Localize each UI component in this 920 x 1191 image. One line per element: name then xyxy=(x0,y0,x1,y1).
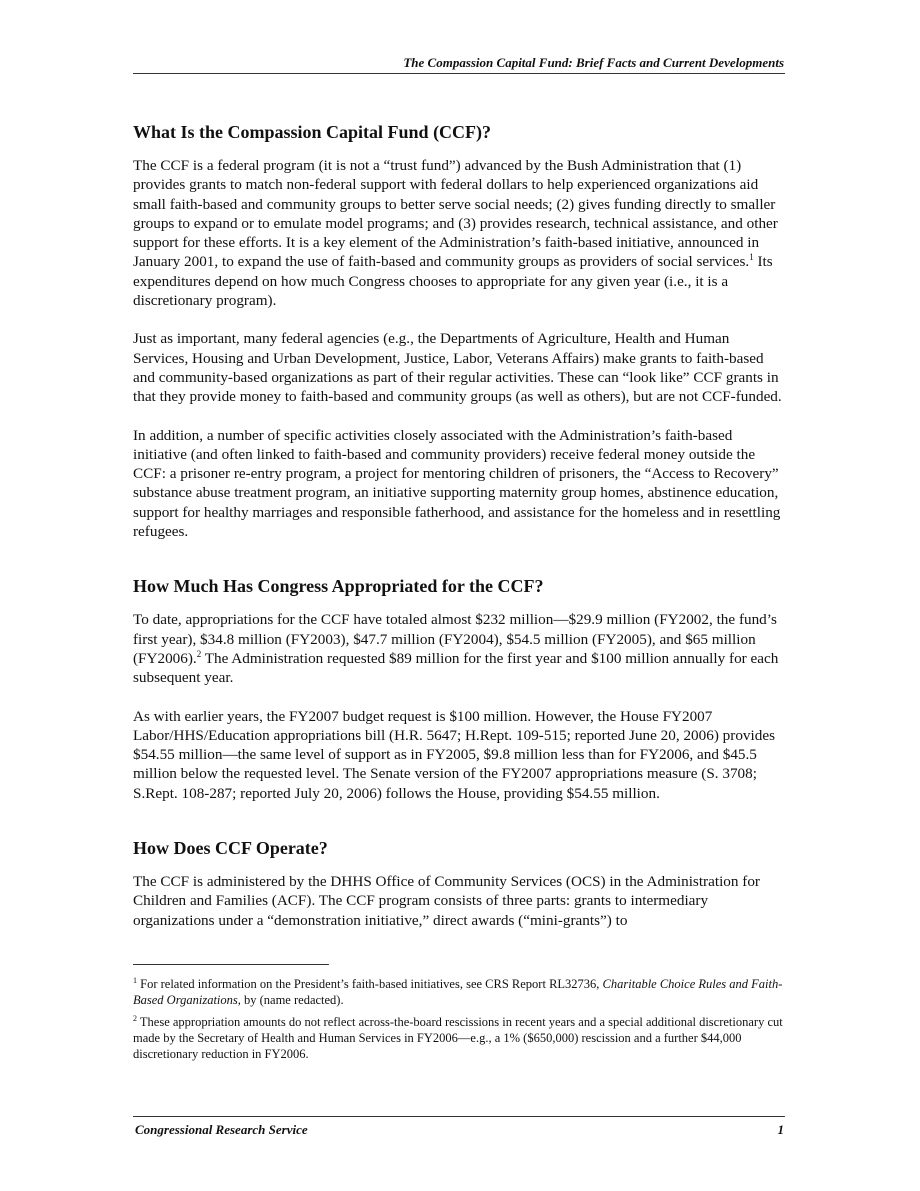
running-header: The Compassion Capital Fund: Brief Facts and Current Developments xyxy=(403,55,784,70)
paragraph: The CCF is administered by the DHHS Office of Community Services (OCS) in the Administration for Children and Families (ACF). The CCF program consists of three parts: grants to intermediary organizations under a “demonstration initiative,” direct awards (“mini-grants”) to xyxy=(133,873,760,929)
paragraph: Just as important, many federal agencies (e.g., the Departments of Agriculture, Health and Human Services, Housing and Urban Development, Justice, Labor, Veterans Affairs) make grants to faith-based and community-based organizations as part of their regular activities. These can “look like” CCF grants in that they provide money to faith-based and community groups (as well as others), but are not CCF-funded. xyxy=(133,330,782,406)
footnote-rule xyxy=(133,964,329,965)
section-operation xyxy=(133,836,785,930)
footnote-1: $^1$ For related information on the President’s faith-based initiatives, see CRS Report RL32736, Charitable Choice Rules and Faith-Based Organizations, by (name redacted). xyxy=(133,975,783,1007)
paragraph: To date, appropriations for the CCF have totaled almost $232 million—$29.9 million (FY2002, the fund’s first year), $34.8 million (FY2003), $47.7 million (FY2004), $54.5 million (FY2005), and $65 million (FY2006).$^2$ The Administration requested $89 million for the first year and $100 million annually for each subsequent year. xyxy=(133,611,779,687)
footer-rule xyxy=(133,1116,785,1117)
footnotes xyxy=(133,976,785,1068)
footnote-2: $^2$ These appropriation amounts do not reflect across-the-board rescissions in recent years and a special additional discretionary cut made by the Secretary of Health and Human Services in FY2006—e.g., a 1% ($650,000) rescission and a further $44,000 discretionary reduction in FY2006. xyxy=(133,1013,783,1061)
section-heading: What Is the Compassion Capital Fund (CCF)? xyxy=(133,122,492,142)
main-content xyxy=(133,120,785,949)
section-appropriations xyxy=(133,574,785,803)
header-rule xyxy=(133,73,785,74)
paragraph: As with earlier years, the FY2007 budget request is $100 million. However, the House FY2007 Labor/HHS/Education appropriations bill (H.R. 5647; H.Rept. 109-515; reported June 20, 2006) provides $54.55 million—the same level of support as in FY2005, $9.8 million less than for FY2006, and $45.5 million below the requested level. The Senate version of the FY2007 appropriations measure (S. 3708; S.Rept. 108-287; reported July 20, 2006) follows the House, providing $54.55 million. xyxy=(133,707,775,802)
section-heading: How Does CCF Operate? xyxy=(133,838,328,859)
paragraph: The CCF is a federal program (it is not a “trust fund”) advanced by the Bush Administration that (1) provides grants to match non-federal support with federal dollars to help experienced organizations aid small faith-based and community groups to better serve social needs; (2) gives funding directly to smaller groups to expand or to emulate model programs; and (3) provides research, technical assistance, and other support for these efforts. It is a key element of the Administration’s faith-based initiative, announced in January 2001, to expand the use of faith-based and community groups as providers of social services.$^1$ Its expenditures depend on how much Congress chooses to appropriate for any given year (i.e., it is a discretionary program). xyxy=(133,157,778,310)
page-number: 1 xyxy=(777,1122,784,1137)
section-heading: How Much Has Congress Appropriated for the CCF? xyxy=(133,576,544,597)
section-what-is-ccf xyxy=(133,120,785,541)
footnote-ref[interactable]: 2 xyxy=(196,648,202,659)
footnote-ref[interactable]: 1 xyxy=(749,252,754,263)
paragraph: In addition, a number of specific activities closely associated with the Administration’s faith-based initiative (and often linked to faith-based and community providers) receive federal money outside the CCF: a prisoner re-entry program, a project for mentoring children of prisoners, the “Access to Recovery” substance abuse treatment program, an initiative supporting maternity group homes, abstinence education, support for healthy marriages and responsible fatherhood, and assistance for the homeless and in resettling refugees. xyxy=(133,426,781,541)
footer-publisher: Congressional Research Service xyxy=(135,1122,308,1137)
